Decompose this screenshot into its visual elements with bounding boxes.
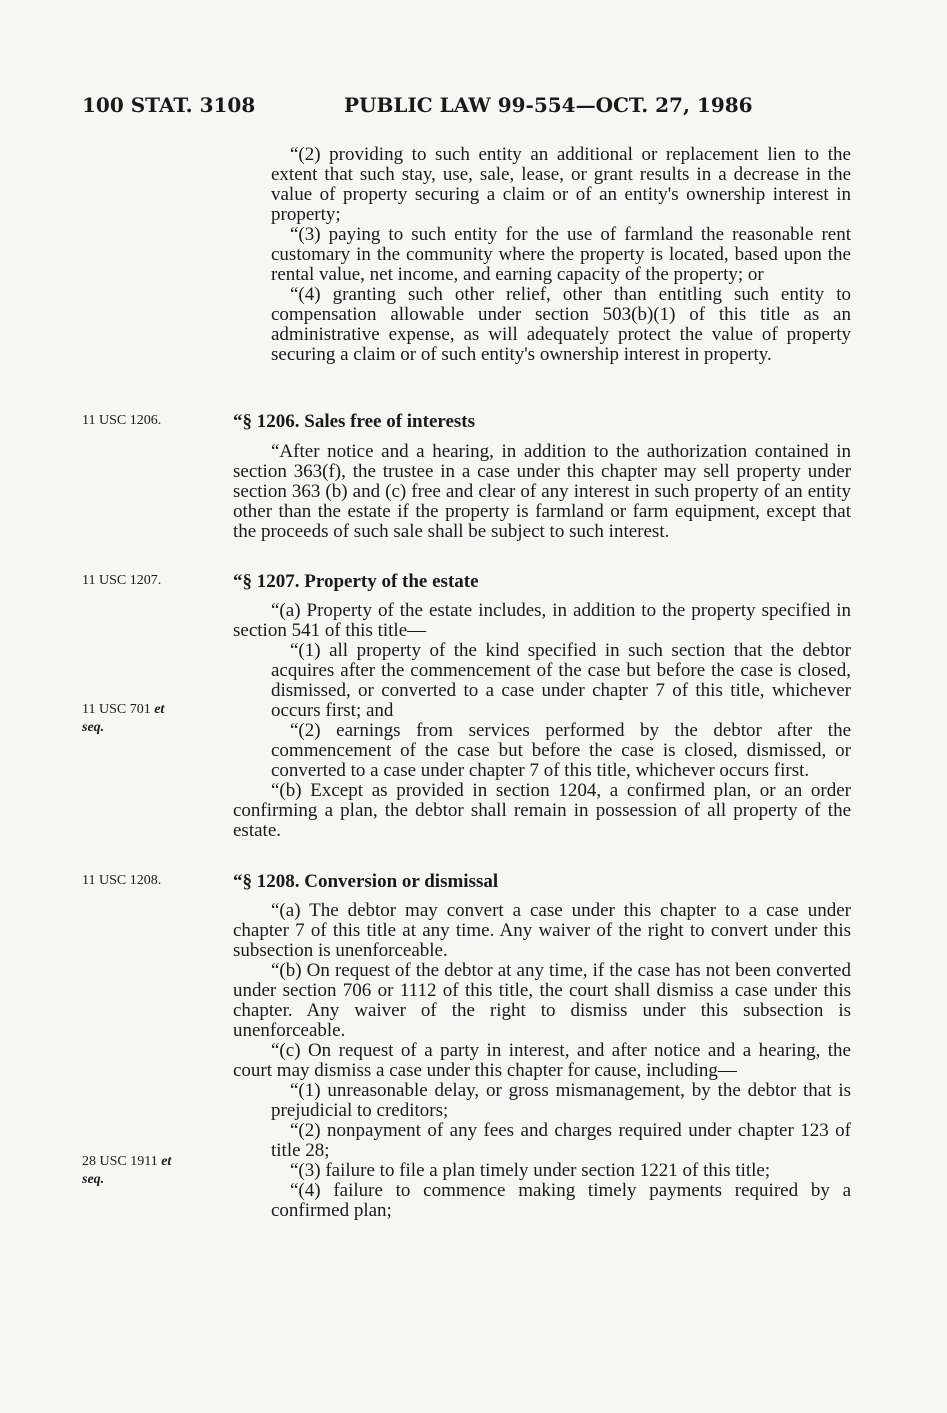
block-paragraphs-2-4 [233, 145, 851, 365]
margin-note-701-cite: 11 USC 701 [82, 702, 151, 717]
section-1207-a: “(a) Property of the estate includes, in addition to the property specified in section 541 of this title— [233, 600, 851, 641]
section-1208-a: “(a) The debtor may convert a case under this chapter to a case under chapter 7 of this title at any time. Any waiver of the right to convert under this subsection is unenforceable. [233, 900, 851, 961]
margin-note-1206: 11 USC 1206. [82, 413, 162, 428]
section-heading-1208: “§ 1208. Conversion or dismissal [233, 871, 499, 892]
section-1207-a-items [233, 641, 851, 781]
margin-note-701-seq: seq. [82, 720, 105, 735]
public-law-title: PUBLIC LAW 99-554—OCT. 27, 1986 [344, 93, 753, 117]
margin-note-1911-et: et [161, 1154, 172, 1169]
paragraph-3: “(3) paying to such entity for the use of farmland the reasonable rent customary in the community where the property is located, based upon the rental value, net income, and earning capacity of the property; or [271, 224, 851, 285]
section-1207-b: “(b) Except as provided in section 1204, a confirmed plan, or an order confirming a plan, the debtor shall remain in possession of all property of the estate. [233, 780, 851, 841]
margin-note-1911-cite: 28 USC 1911 [82, 1154, 158, 1169]
paragraph-2: “(2) providing to such entity an additional or replacement lien to the extent that such stay, use, sale, lease, or grant results in a decrease in the value of property securing a claim or of an entity's ownership interest in property; [271, 144, 851, 225]
section-heading-1207: “§ 1207. Property of the estate [233, 571, 479, 592]
stat-citation: 100 STAT. 3108 [82, 93, 256, 117]
section-heading-1206: “§ 1206. Sales free of interests [233, 411, 476, 432]
section-1208-c-3: “(3) failure to file a plan timely under section 1221 of this title; [290, 1160, 771, 1181]
section-1208-c-items [233, 1081, 851, 1221]
section-1208-c-4: “(4) failure to commence making timely payments required by a confirmed plan; [271, 1180, 851, 1221]
section-1206 [233, 412, 851, 542]
section-1207-a-1: “(1) all property of the kind specified in such section that the debtor acquires after the commencement of the case but before the case is closed, dismissed, or converted to a case under chapter 7 of this title, whichever occurs first; and [271, 640, 851, 721]
margin-note-1207: 11 USC 1207. [82, 573, 162, 588]
section-1208-c-2: “(2) nonpayment of any fees and charges required under chapter 123 of title 28; [271, 1120, 851, 1161]
section-1207-a-2: “(2) earnings from services performed by the debtor after the commencement of the case but before the case is closed, dismissed, or converted to a case under chapter 7 of this title, whichever occurs first. [271, 720, 851, 781]
paragraph-4: “(4) granting such other relief, other than entitling such entity to compensation allowable under section 503(b)(1) of this title as an administrative expense, as will adequately protect the value of property securing a claim or of such entity's ownership interest in property. [271, 284, 851, 365]
margin-note-701-et: et [154, 702, 165, 717]
section-1208-c: “(c) On request of a party in interest, and after notice and a hearing, the court may dismiss a case under this chapter for cause, including— [233, 1040, 851, 1081]
section-1208 [233, 872, 851, 1221]
indent-group [233, 145, 851, 365]
section-1208-c-1: “(1) unreasonable delay, or gross mismanagement, by the debtor that is prejudicial to creditors; [271, 1080, 851, 1121]
margin-note-1911-seq: seq. [82, 1172, 105, 1187]
section-1206-text: “After notice and a hearing, in addition to the authorization contained in section 363(f), the trustee in a case under this chapter may sell property under section 363 (b) and (c) free and clear of any interest in such property of an entity other than the estate if the property is farmland or farm equipment, except that the proceeds of such sale shall be subject to such interest. [233, 441, 851, 542]
margin-note-1208: 11 USC 1208. [82, 873, 162, 888]
section-1208-b: “(b) On request of the debtor at any time, if the case has not been converted under section 706 or 1112 of this title, the court shall dismiss a case under this chapter. Any waiver of the right to dismiss under this subsection is unenforceable. [233, 960, 851, 1041]
section-1207 [233, 572, 851, 841]
margin-note-701 [82, 701, 164, 737]
margin-note-1911 [82, 1153, 171, 1189]
